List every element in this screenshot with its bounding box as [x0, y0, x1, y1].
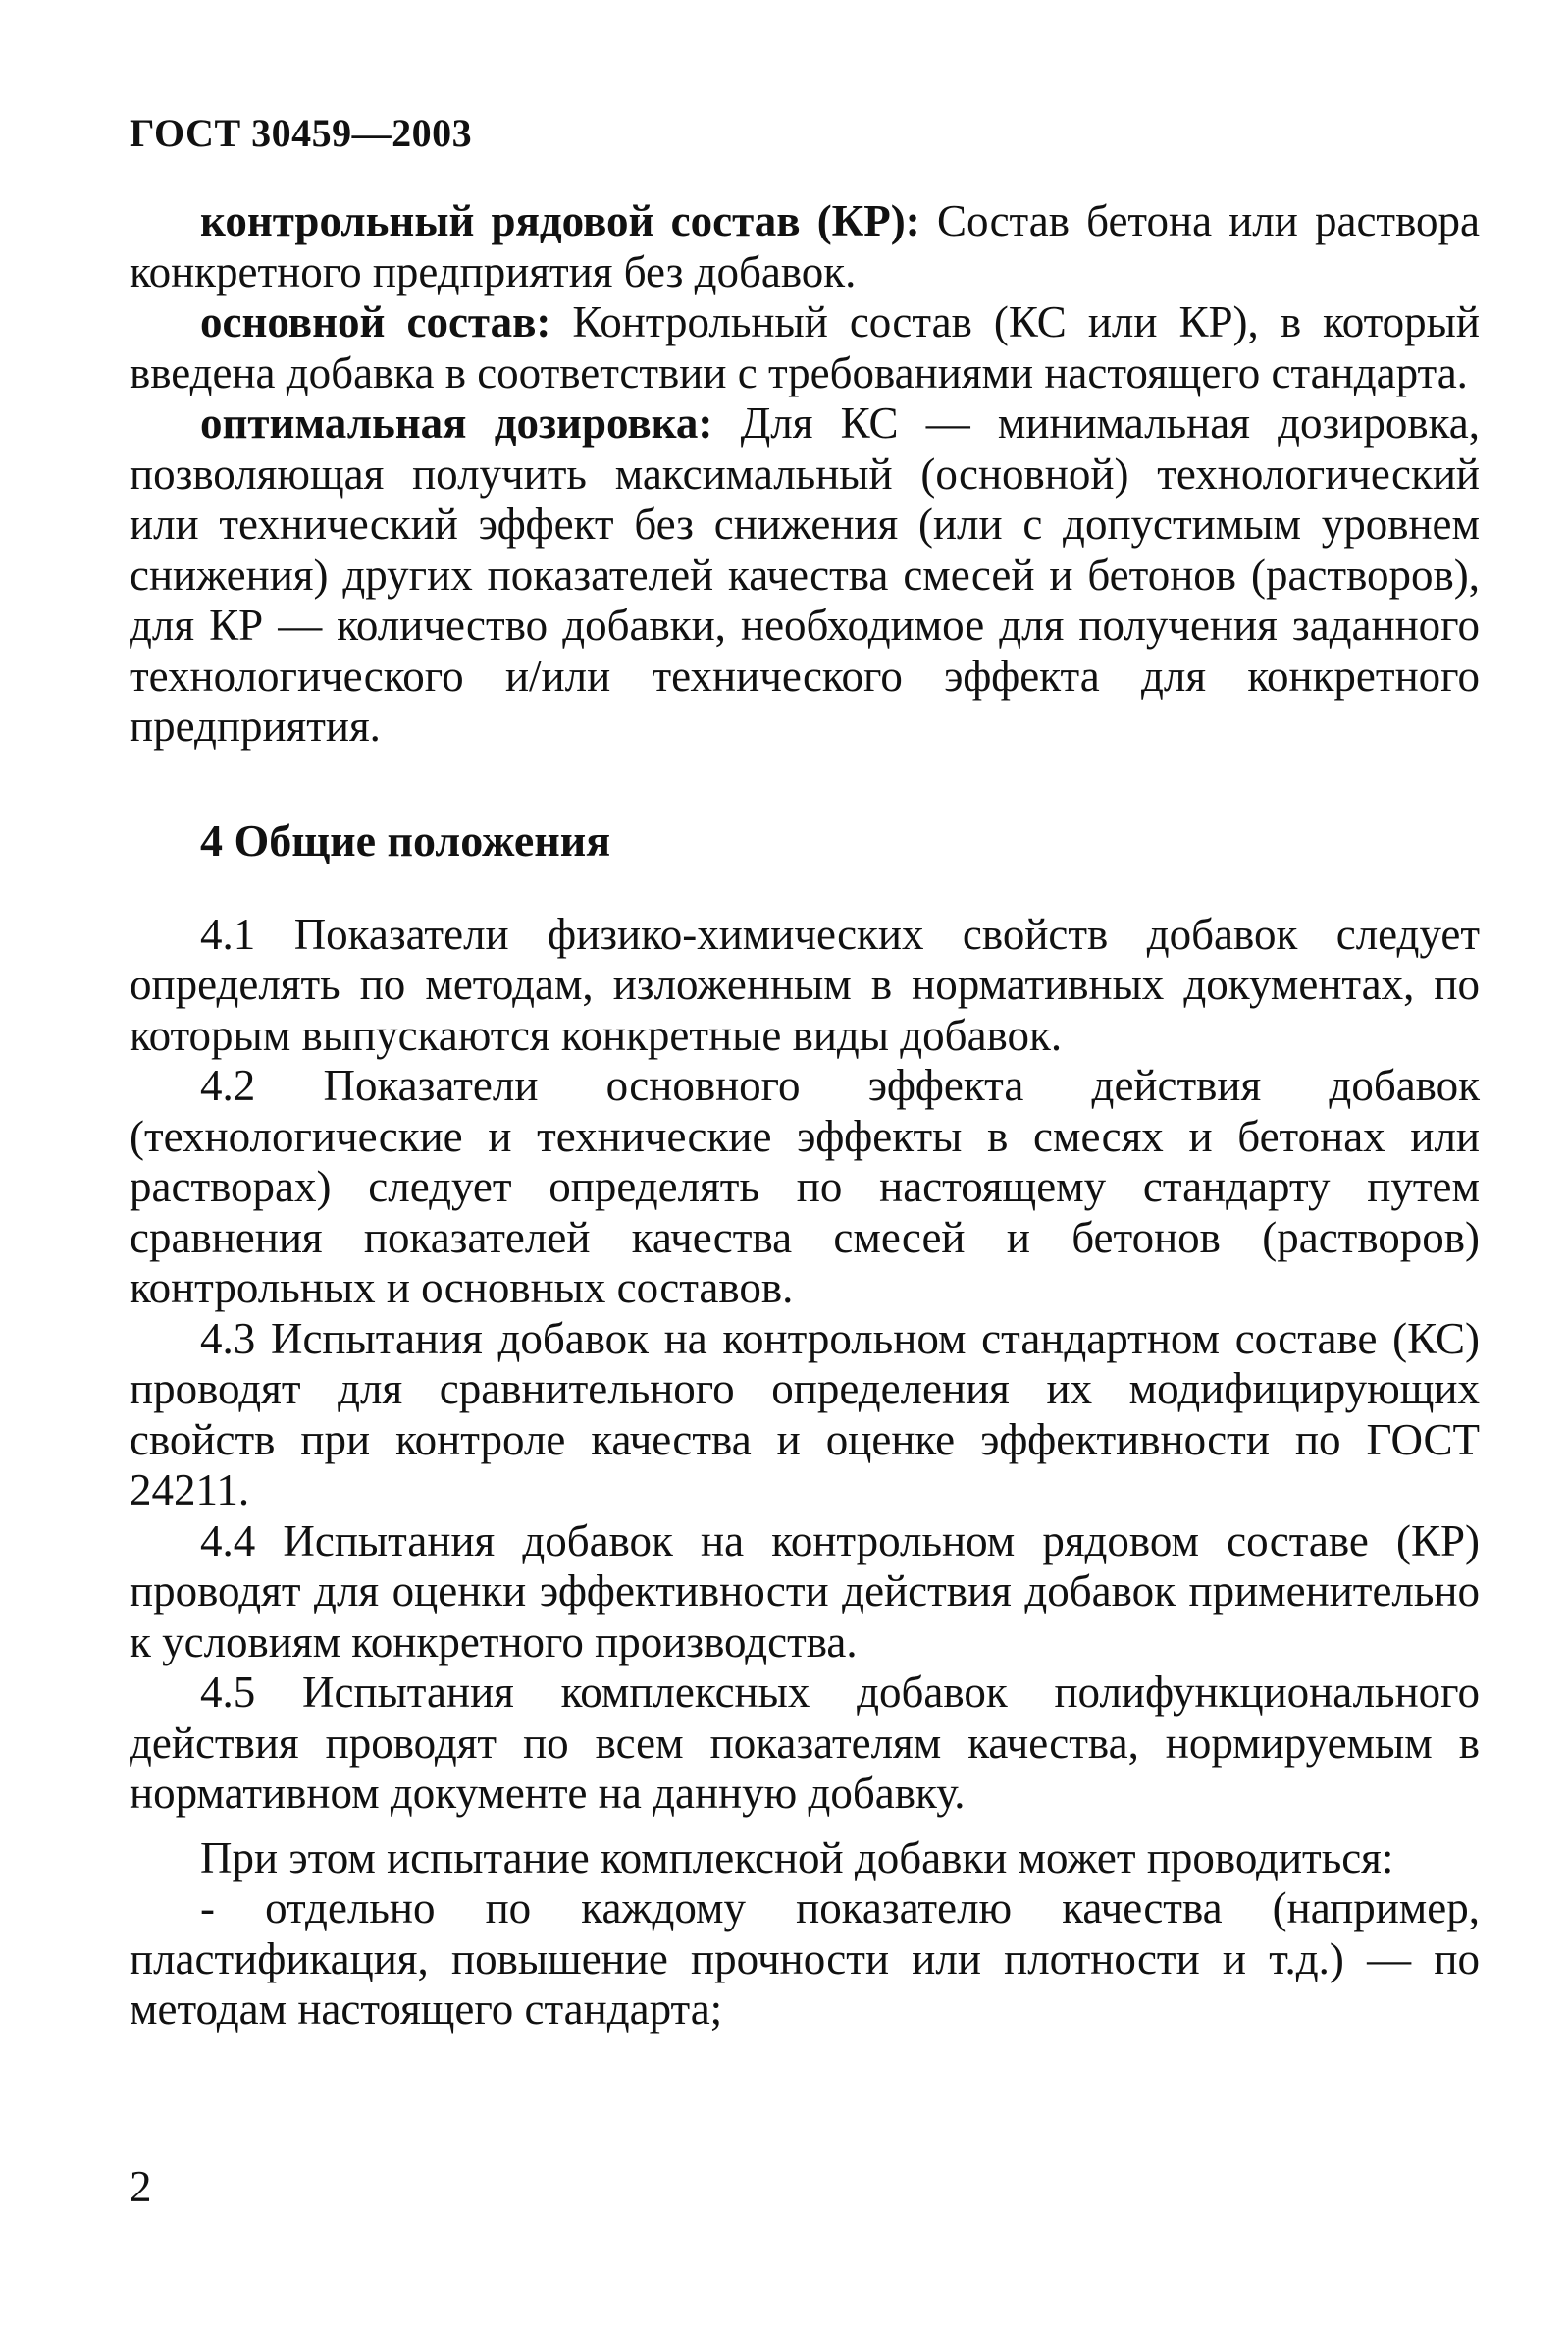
definition-term: основной состав: — [200, 297, 551, 346]
clause-4-4: 4.4 Испытания добавок на контрольном рядовом составе (КР) проводят для оценки эффективности действия добавок применительно к условиям конкретного производства. — [130, 1515, 1480, 1666]
definition-term: контрольный рядовой состав (КР): — [200, 196, 920, 245]
document-body — [130, 196, 1480, 2035]
definition-optimal-dosage — [130, 398, 1480, 753]
definition-term: оптимальная дозировка: — [200, 398, 713, 448]
clause-4-5: 4.5 Испытания комплексных добавок полифункционального действия проводят по всем показателям качества, нормируемым в нормативном документе на данную добавку. — [130, 1667, 1480, 1818]
clause-4-2: 4.2 Показатели основного эффекта действия добавок (технологические и технические эффекты в смесях и бетонах или растворах) следует определять по настоящему стандарту путем сравнения показателей качества смесей и бетонов (растворов) контрольных и основных составов. — [130, 1061, 1480, 1312]
clause-4-3: 4.3 Испытания добавок на контрольном стандартном составе (КС) проводят для сравнительного определения их модифицирующих свойств при контроле качества и оценке эффективности по ГОСТ 24211. — [130, 1313, 1480, 1514]
clause-4-1: 4.1 Показатели физико-химических свойств добавок следует определять по методам, изложенным в нормативных документах, по которым выпускаются конкретные виды добавок. — [130, 909, 1480, 1060]
definition-main-composition — [130, 297, 1480, 398]
paragraph-complex-test: При этом испытание комплексной добавки может проводиться: — [200, 1832, 1394, 1882]
list-item: - отдельно по каждому показателю качества (например, пластификация, повышение прочности или плотности и т.д.) — по методам настоящего стандарта; — [130, 1883, 1480, 2034]
section-heading: 4 Общие положения — [200, 815, 611, 866]
page-number: 2 — [130, 2162, 152, 2211]
definition-kr — [130, 196, 1480, 297]
definition-text: Состав бетона или раствора конкретного предприятия без добавок. — [130, 196, 1481, 296]
document-header: ГОСТ 30459—2003 — [130, 111, 473, 155]
definition-text: Для КС — минимальная дозировка, позволяющая получить максимальный (основной) технологический или технический эффект без снижения (или с допустимым уровнем снижения) других показателей качества смесей и бетонов (растворов), для КР — количество добавки, необходимое для получения заданного технологического и/или технического эффекта для конкретного предприятия. — [130, 398, 1480, 751]
definition-text: Контрольный состав (КС или КР), в который введена добавка в соответствии с требованиями настоящего стандарта. — [130, 297, 1480, 397]
